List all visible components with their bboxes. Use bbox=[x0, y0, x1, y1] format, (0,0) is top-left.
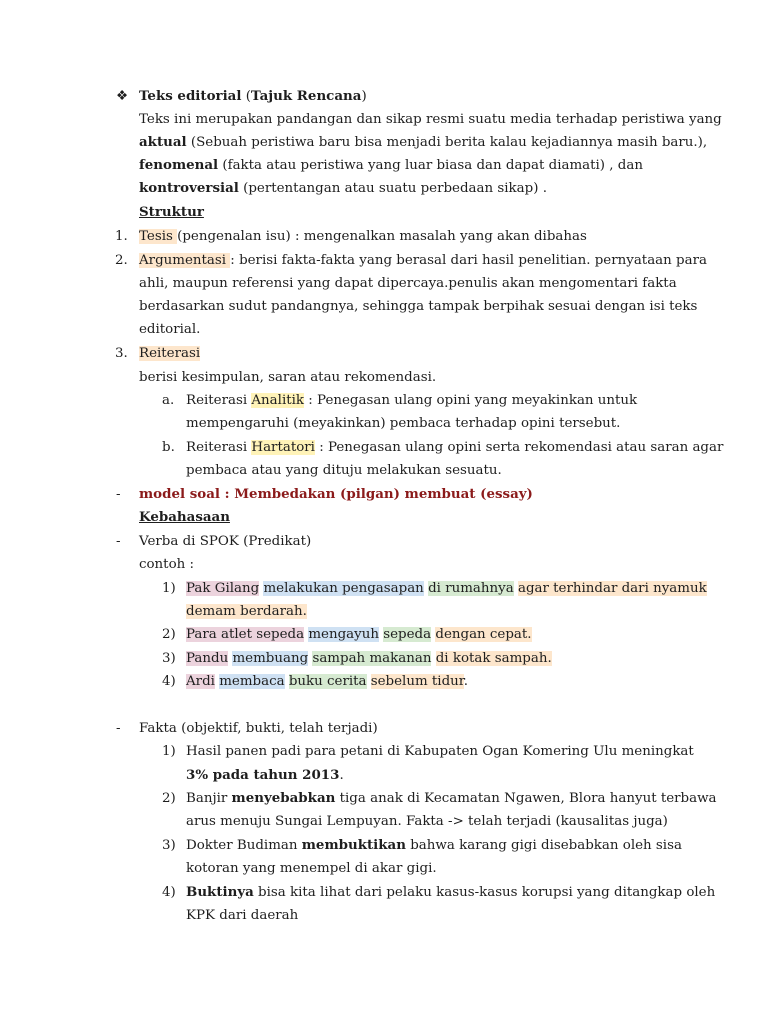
reiterasi-hartatori bbox=[186, 436, 723, 459]
title-line bbox=[139, 85, 367, 108]
fakta-text: tiga anak di Kecamatan Ngawen, Blora hanyut terbawa bbox=[335, 791, 717, 806]
intro-line-3 bbox=[139, 154, 643, 177]
analitik-desc-2: mempengaruhi (meyakinkan) pembaca terhadap opini tersebut. bbox=[186, 416, 621, 431]
fakta-emphasis: 3% pada tahun 2013 bbox=[186, 767, 340, 783]
fakta-item-4-cont: KPK dari daerah bbox=[186, 908, 299, 923]
struktur-item-reiterasi bbox=[139, 342, 200, 365]
fakta-item-2 bbox=[186, 787, 717, 810]
list-number: 4) bbox=[162, 885, 176, 900]
term-aktual: aktual bbox=[139, 134, 187, 150]
example-sentence-1 bbox=[186, 577, 707, 600]
fakta-text: Banjir bbox=[186, 791, 232, 806]
intro-line-1: Teks ini merupakan pandangan dan sikap resmi suatu media terhadap peristiwa yang bbox=[139, 112, 722, 127]
argumentasi-desc-1: : berisi fakta-fakta yang berasal dari hasil penelitian. pernyataan para bbox=[230, 253, 707, 268]
reiterasi-analitik bbox=[186, 389, 637, 412]
tesis-desc: (pengenalan isu) : mengenalkan masalah yang akan dibahas bbox=[177, 229, 587, 244]
list-letter: b. bbox=[162, 440, 175, 455]
fakta-emphasis: Buktinya bbox=[186, 884, 254, 900]
list-number: 1) bbox=[162, 744, 176, 759]
fakta-text: bisa kita lihat dari pelaku kasus-kasus korupsi yang ditangkap oleh bbox=[253, 885, 716, 900]
dash-bullet: - bbox=[116, 534, 121, 549]
dash-bullet: - bbox=[116, 487, 121, 502]
fakta-item-1: Hasil panen padi para petani di Kabupaten Ogan Komering Ulu meningkat bbox=[186, 744, 694, 759]
adverbial: demam berdarah. bbox=[186, 604, 307, 619]
term-hartatori: Hartatori bbox=[251, 440, 315, 455]
fakta-text: Dokter Budiman bbox=[186, 838, 302, 853]
subject: Ardi bbox=[186, 674, 215, 689]
term-analitik: Analitik bbox=[251, 393, 305, 408]
fakta-item-3-cont: kotoran yang menempel di akar gigi. bbox=[186, 861, 437, 876]
term-kontroversial: kontroversial bbox=[139, 180, 239, 196]
object: sepeda bbox=[383, 627, 432, 642]
example-sentence-3 bbox=[186, 647, 552, 670]
fakta-item-2-cont: arus menuju Sungai Lempuyan. Fakta -> telah terjadi (kausalitas juga) bbox=[186, 814, 668, 829]
kebahasaan-heading: Kebahasaan bbox=[139, 509, 230, 525]
term-tesis: Tesis bbox=[139, 229, 178, 244]
list-number: 3. bbox=[115, 346, 128, 361]
subject: Para atlet sepeda bbox=[186, 627, 305, 642]
aktual-desc: (Sebuah peristiwa baru bisa menjadi berita kalau kejadiannya masih baru.), bbox=[186, 135, 708, 150]
term-reiterasi: Reiterasi bbox=[139, 346, 201, 361]
fakta-emphasis: membuktikan bbox=[301, 837, 406, 853]
example-sentence-1-cont bbox=[186, 600, 307, 623]
fakta-item-1-cont bbox=[186, 764, 344, 787]
intro-line-4 bbox=[139, 177, 547, 200]
reiterasi-label: Reiterasi bbox=[186, 393, 252, 408]
subject: Pandu bbox=[186, 651, 229, 666]
adverbial: agar terhindar dari nyamuk bbox=[517, 581, 707, 596]
struktur-heading: Struktur bbox=[139, 204, 204, 220]
fakta-item-3 bbox=[186, 834, 682, 857]
fenomenal-desc: (fakta atau peristiwa yang luar biasa dan dapat diamati) , dan bbox=[218, 158, 643, 173]
list-number: 3) bbox=[162, 838, 176, 853]
fakta-item-4 bbox=[186, 881, 715, 904]
argumentasi-desc-3: berdasarkan sudut pandangnya, sehingga tampak berpihak sesuai dengan isi teks bbox=[139, 299, 698, 314]
model-soal-note: model soal : Membedakan (pilgan) membuat (essay) bbox=[139, 486, 533, 502]
object: sampah makanan bbox=[312, 651, 432, 666]
predicate: membuang bbox=[232, 651, 309, 666]
argumentasi-desc-4: editorial. bbox=[139, 322, 201, 337]
reiterasi-desc: berisi kesimpulan, saran atau rekomendasi. bbox=[139, 370, 437, 385]
argumentasi-desc-2: ahli, maupun referensi yang dapat dipercaya.penulis akan mengomentari fakta bbox=[139, 276, 677, 291]
diamond-bullet-icon: ❖ bbox=[116, 89, 129, 104]
example-sentence-4 bbox=[186, 670, 468, 693]
fakta-emphasis: menyebabkan bbox=[231, 790, 336, 806]
hartatori-desc-1: : Penegasan ulang opini serta rekomendasi atau saran agar bbox=[314, 440, 724, 455]
intro-line-2 bbox=[139, 131, 707, 154]
list-number: 2) bbox=[162, 791, 176, 806]
adverbial: di kotak sampah. bbox=[435, 651, 552, 666]
fakta-heading: Fakta (objektif, bukti, telah terjadi) bbox=[139, 721, 378, 736]
list-number: 1. bbox=[115, 229, 128, 244]
list-number: 4) bbox=[162, 674, 176, 689]
verba-heading: Verba di SPOK (Predikat) bbox=[139, 534, 312, 549]
term-argumentasi: Argumentasi bbox=[139, 253, 231, 268]
dash-bullet: - bbox=[116, 721, 121, 736]
sentence-end: . bbox=[339, 768, 344, 783]
list-letter: a. bbox=[162, 393, 175, 408]
title-main: Teks editorial bbox=[139, 88, 242, 104]
list-number: 1) bbox=[162, 581, 176, 596]
adverbial: sebelum tidur bbox=[370, 674, 464, 689]
term-fenomenal: fenomenal bbox=[139, 157, 219, 173]
predicate: membaca bbox=[219, 674, 285, 689]
hartatori-desc-2: pembaca atau yang dituju melakukan sesuatu. bbox=[186, 463, 502, 478]
title-open-paren: ( bbox=[245, 89, 251, 104]
list-number: 2) bbox=[162, 627, 176, 642]
title-close-paren: ) bbox=[361, 89, 367, 104]
title-sub: Tajuk Rencana bbox=[250, 88, 362, 104]
struktur-item-tesis bbox=[139, 225, 587, 248]
list-number: 3) bbox=[162, 651, 176, 666]
predicate: mengayuh bbox=[308, 627, 379, 642]
adverbial: dengan cepat. bbox=[435, 627, 532, 642]
example-sentence-2 bbox=[186, 623, 532, 646]
object: buku cerita bbox=[288, 674, 367, 689]
sentence-end: . bbox=[463, 674, 468, 689]
kontroversial-desc: (pertentangan atau suatu perbedaan sikap) . bbox=[238, 181, 547, 196]
reiterasi-label: Reiterasi bbox=[186, 440, 252, 455]
object: di rumahnya bbox=[428, 581, 514, 596]
subject: Pak Gilang bbox=[186, 581, 260, 596]
fakta-text: bahwa karang gigi disebabkan oleh sisa bbox=[405, 838, 682, 853]
predicate: melakukan pengasapan bbox=[263, 581, 424, 596]
contoh-label: contoh : bbox=[139, 557, 195, 572]
struktur-item-argumentasi bbox=[139, 249, 707, 272]
list-number: 2. bbox=[115, 253, 128, 268]
analitik-desc-1: : Penegasan ulang opini yang meyakinkan untuk bbox=[304, 393, 638, 408]
